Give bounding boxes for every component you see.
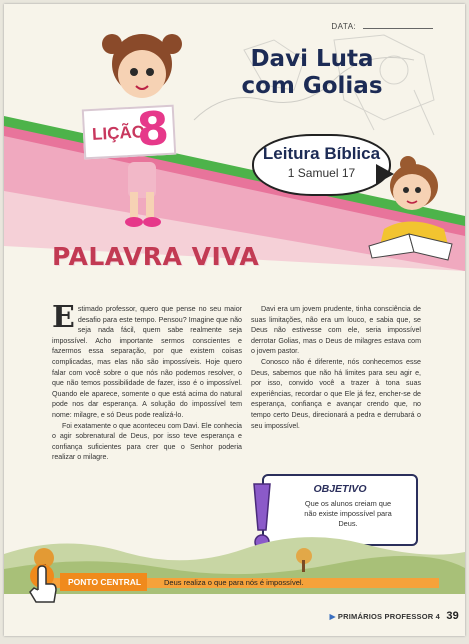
bible-reading-reference: 1 Samuel 17 xyxy=(287,166,356,180)
lesson-sign xyxy=(82,100,176,160)
reading-girl-illustration xyxy=(364,154,459,274)
central-point-text: Deus realiza o que para nós é impossível. xyxy=(164,578,304,587)
column2-paragraph1: Davi era um jovem prudente, tinha consciência de suas limitações, não era um louco, e sabia que, se Deus não estivesse com ele, seria impossível derrotar Golias, mas o Deus de milagres estava com o jovem pastor. xyxy=(251,305,421,356)
lesson-title-line1: Davi Luta xyxy=(250,46,374,72)
column1-paragraph2: Foi exatamente o que aconteceu com Davi. Ele conhecia o agir sobrenatural de Deus, por isso teve esperança e confiança suficientes para crer que o Senhor poderia realizar o milagre. xyxy=(52,421,242,462)
bible-reading-title: Leitura Bíblica xyxy=(262,144,381,163)
column2-paragraph2: Conosco não é diferente, nós conhecemos esse Deus, sabemos que não há limites para seu agir e, por isso, convido você a trazer à tona suas experiências, recordar o que Ele já fez, encher-se de esperança, confiança e avançar crendo que, no tempo certo Deus, direcionará a pedra e derrubará o seu impossível. xyxy=(251,357,421,430)
page xyxy=(4,4,465,636)
lesson-word: LIÇÃO xyxy=(91,122,146,144)
footer-arrow-icon: ▶ xyxy=(329,612,336,621)
central-point-label: PONTO CENTRAL xyxy=(60,573,147,591)
text-column-2 xyxy=(251,304,421,431)
lesson-number: 8 xyxy=(135,100,171,157)
date-label: DATA: xyxy=(331,22,357,31)
drop-cap: E xyxy=(52,300,75,335)
lesson-title-line2: com Golias xyxy=(241,73,383,99)
section-title: PALAVRA VIVA xyxy=(52,242,260,271)
objective-title: OBJETIVO xyxy=(313,483,367,495)
footer xyxy=(330,610,459,622)
text-column-1 xyxy=(52,300,242,463)
objective-text: Que os alunos creiam que não existe impossível para Deus. xyxy=(304,499,392,528)
page-number: 39 xyxy=(446,610,459,622)
footer-label: PRIMÁRIOS PROFESSOR 4 xyxy=(337,612,441,621)
column1-paragraph1: stimado professor, quero que pense no seu maior desafio para este tempo. Pensou? Imagine que não seja nada fácil, quem sabe realmente seja impossível. Acho importante sermos conscientes e fazermos essa separação, por que existem coisas complicadas, mas elas não são impossíveis. Hoje quero falar com você sobre o que nós não podemos resolver, o que não temos possibilidade de fazer, isso é o impossível. Quando ele aparece, somente o que está acima do natural pode nos dar esperança. A solução do impossível tem nome: milagre, e só Deus pode realizá-lo. xyxy=(52,305,242,419)
lesson-title xyxy=(232,46,392,100)
date-line[interactable] xyxy=(363,28,433,29)
hand-pointer-icon xyxy=(22,562,58,606)
